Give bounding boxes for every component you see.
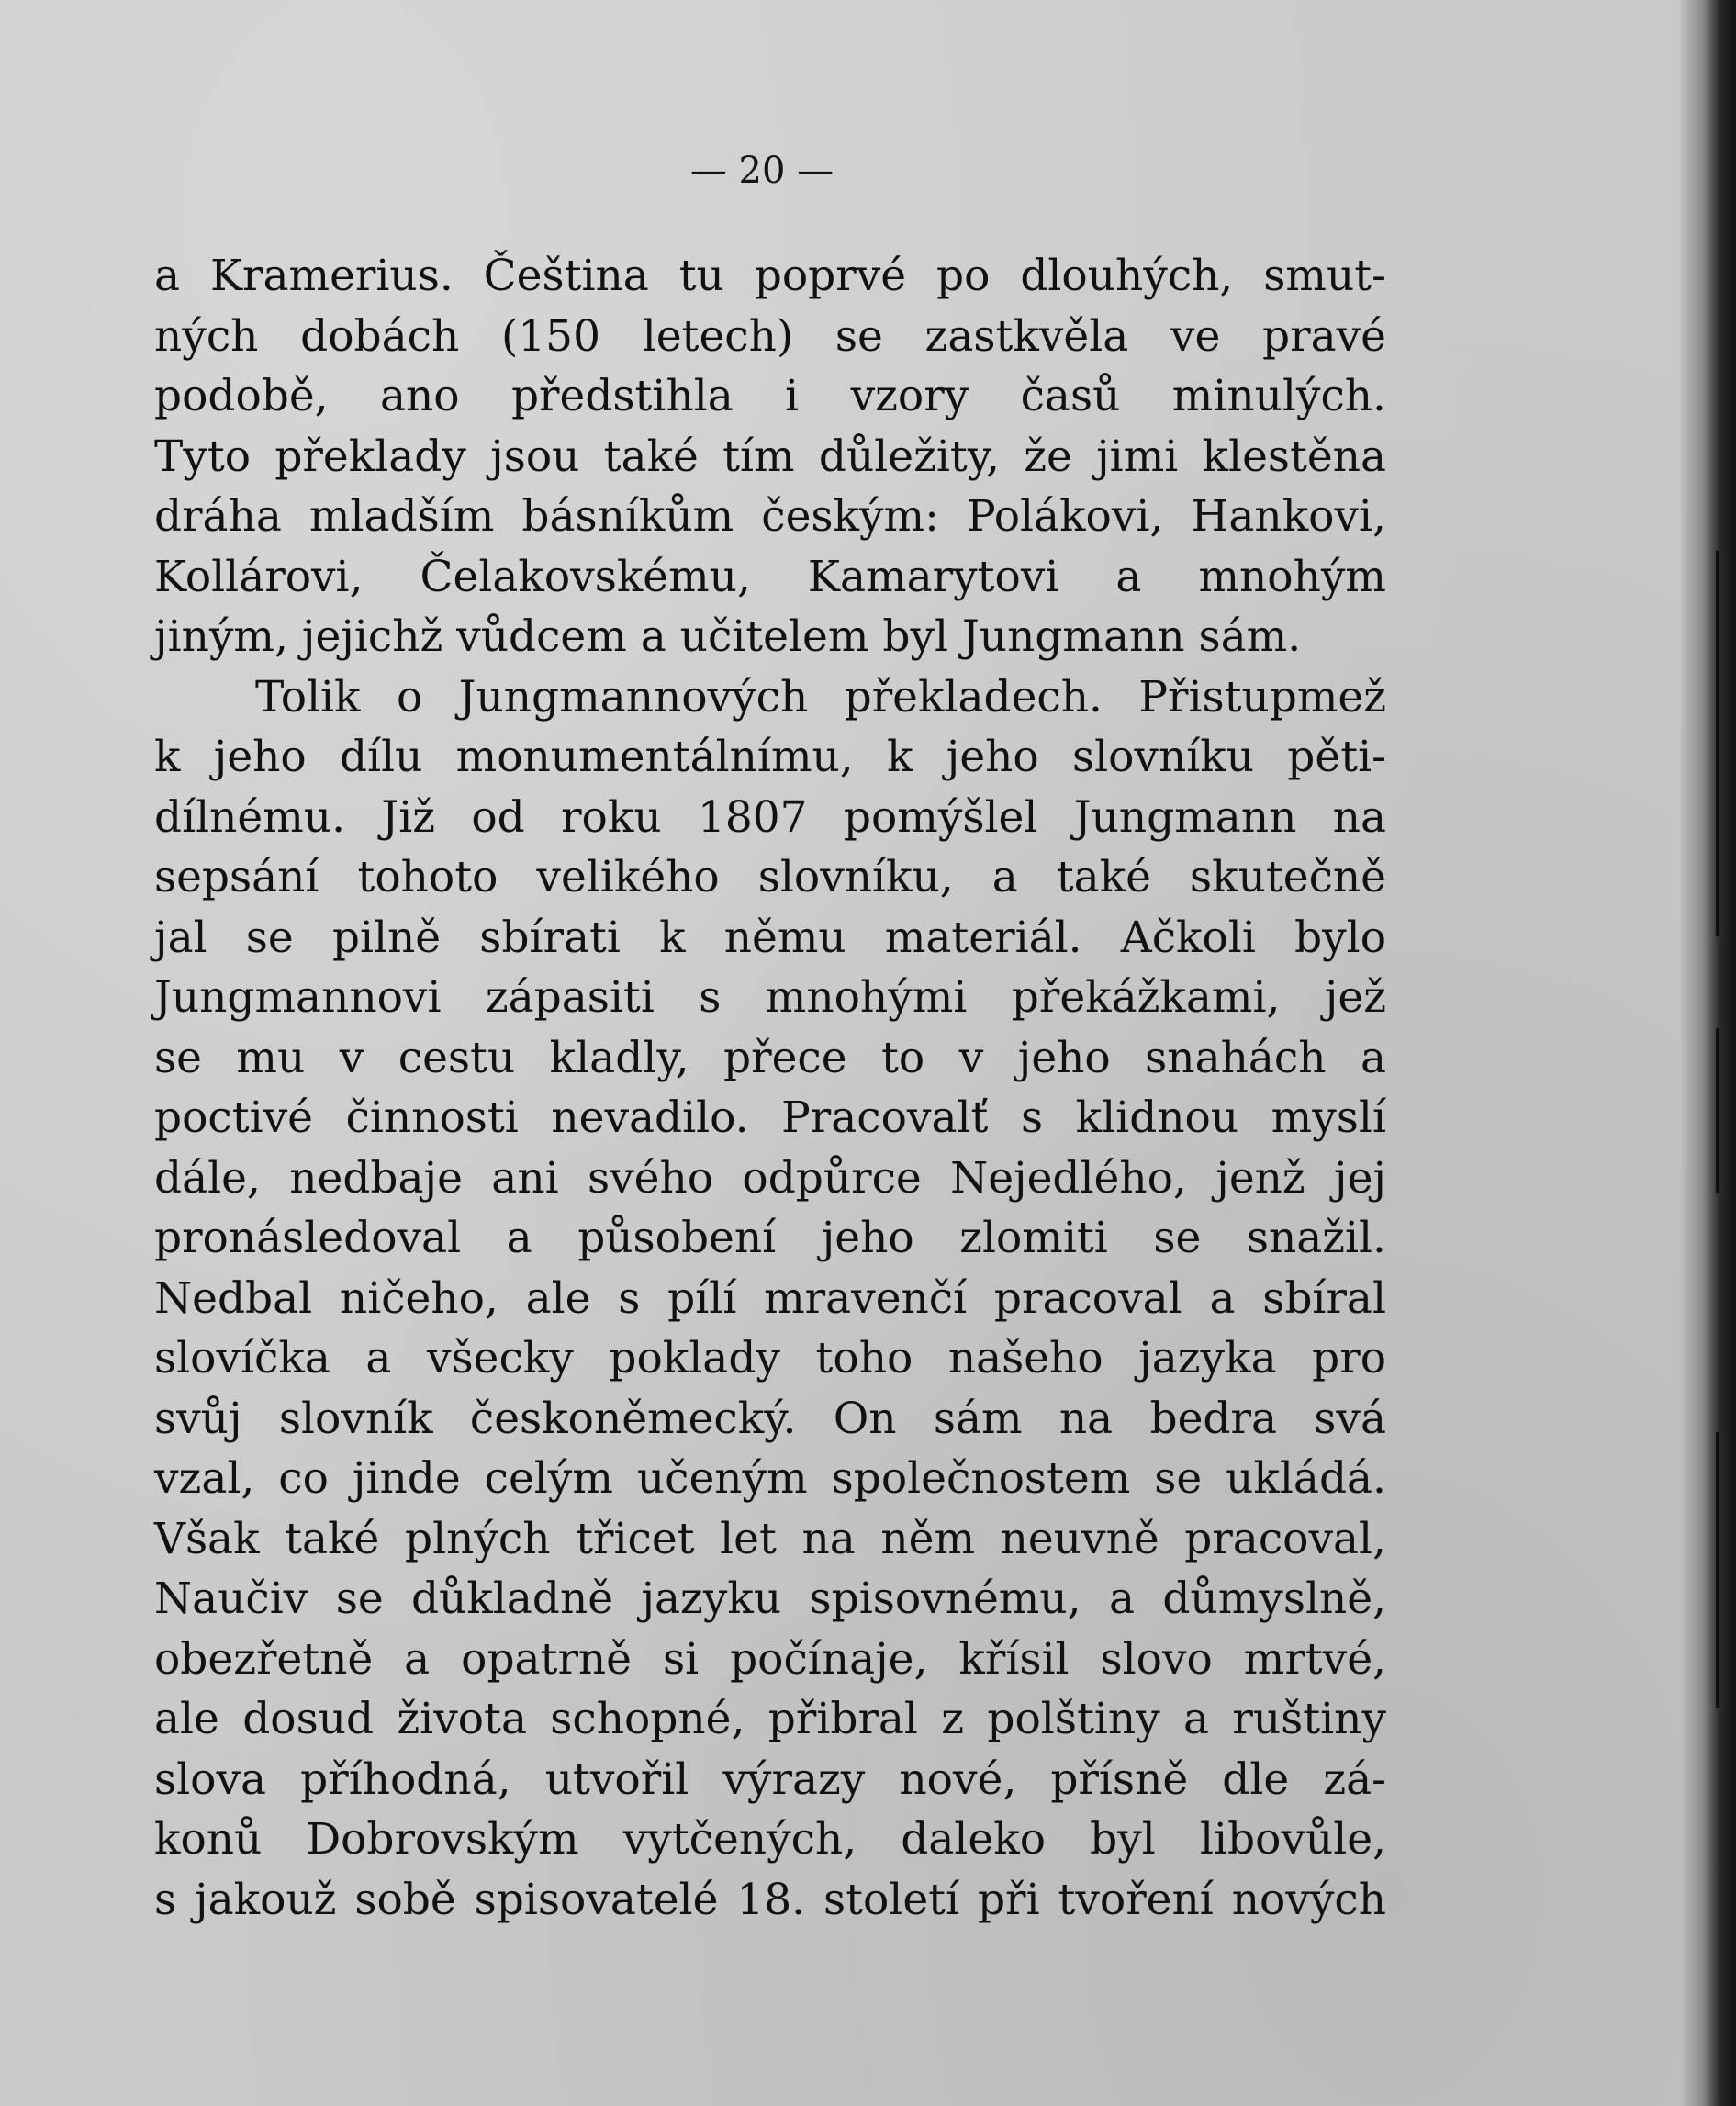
body-text xyxy=(154,246,1386,1930)
text-line: dráha mladším básníkům českým: Polákovi, Hankovi, xyxy=(154,491,1386,542)
text-line: obezřetně a opatrně si počínaje, křísil slovo mrtvé, xyxy=(154,1633,1386,1685)
text-line: a Kramerius. Čeština tu poprvé po dlouhých, smut- xyxy=(154,251,1386,301)
text-line: slovíčka a všecky poklady toho našeho jazyka pro xyxy=(154,1333,1386,1383)
text-line: jal se pilně sbírati k němu materiál. Ačkoli bylo xyxy=(154,912,1386,963)
page-binding-edge xyxy=(1681,0,1736,2106)
text-line: dílnému. Již od roku 1807 pomýšlel Jungmann na xyxy=(154,791,1386,843)
text-line: podobě, ano předstihla i vzory časů minulých. xyxy=(154,371,1386,421)
page-number: — 20 — xyxy=(689,150,834,192)
text-line: vzal, co jinde celým učeným společnostem se ukládá. xyxy=(154,1453,1386,1504)
text-line: ale dosud života schopné, přibral z polštiny a ruštiny xyxy=(154,1694,1386,1744)
text-line: konů Dobrovským vytčených, daleko byl libovůle, xyxy=(154,1814,1386,1865)
text-line: slova příhodná, utvořil výrazy nové, přísně dle zá- xyxy=(154,1753,1386,1805)
text-line: svůj slovník českoněmecký. On sám na bedra svá xyxy=(154,1393,1386,1444)
text-line: Tyto překlady jsou také tím důležity, že jimi klestěna xyxy=(154,431,1386,482)
text-line: se mu v cestu kladly, přece to v jeho snahách a xyxy=(154,1032,1386,1083)
text-line: Tolik o Jungmannových překladech. Přistupmež xyxy=(255,671,1386,723)
text-line: Nedbal ničeho, ale s pílí mravenčí pracoval a sbíral xyxy=(154,1272,1386,1324)
edge-mark xyxy=(1716,1028,1719,1193)
text-line: s jakouž sobě spisovatelé 18. století při tvoření nových xyxy=(154,1874,1386,1925)
text-line: sepsání tohoto velikého slovníku, a také skutečně xyxy=(154,852,1386,902)
text-line: Naučiv se důkladně jazyku spisovnému, a důmyslně, xyxy=(154,1574,1386,1624)
edge-mark xyxy=(1716,551,1719,936)
text-line: pronásledoval a působení jeho zlomiti se snažil. xyxy=(154,1213,1386,1263)
text-line: k jeho dílu monumentálnímu, k jeho slovníku pěti- xyxy=(154,732,1386,782)
edge-mark xyxy=(1716,1432,1719,1708)
text-line: Kollárovi, Čelakovskému, Kamarytovi a mnohým xyxy=(154,551,1386,602)
text-line: Jungmannovi zápasiti s mnohými překážkami, jež xyxy=(154,972,1386,1023)
text-line: poctivé činnosti nevadilo. Pracovalť s klidnou myslí xyxy=(154,1092,1386,1143)
text-line: ných dobách (150 letech) se zastkvěla ve pravé xyxy=(154,310,1386,362)
text-line: jiným, jejichž vůdcem a učitelem byl Jungmann sám. xyxy=(154,611,1302,662)
text-line: dále, nedbaje ani svého odpůrce Nejedlého, jenž jej xyxy=(154,1152,1386,1204)
text-line: Však také plných třicet let na něm neuvně pracoval, xyxy=(154,1513,1386,1564)
